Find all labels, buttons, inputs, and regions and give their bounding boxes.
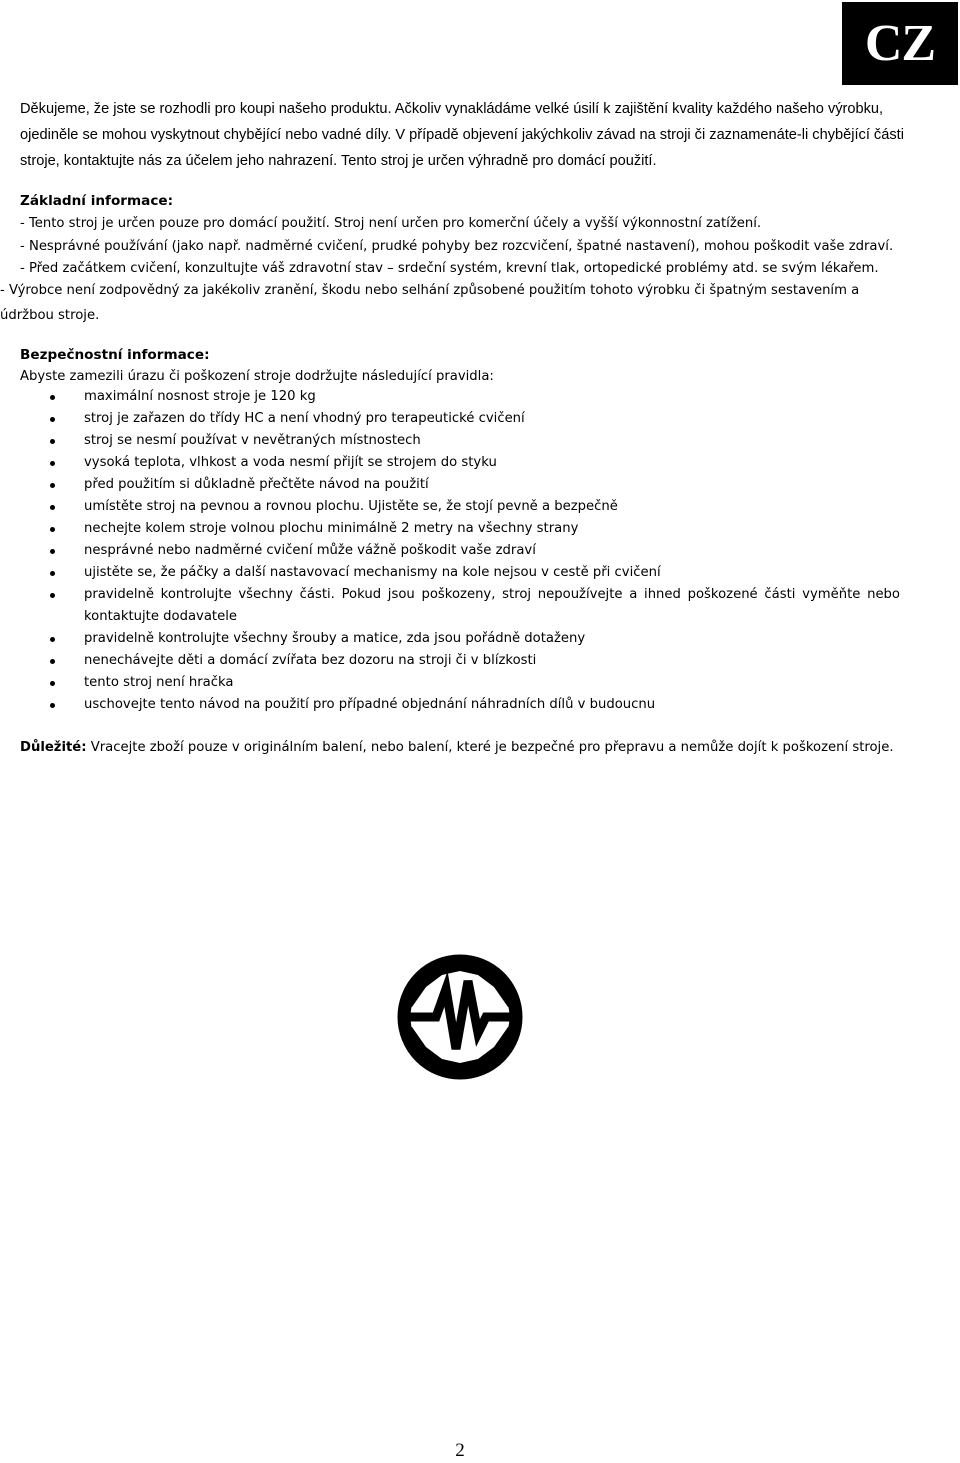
basic-info-heading: Základní informace: (20, 193, 174, 209)
bullet-icon (50, 681, 55, 686)
safety-item: umístěte stroj na pevnou a rovnou plochu. Ujistěte se, že stojí pevně a bezpečně (50, 496, 900, 518)
safety-item: tento stroj není hračka (50, 672, 900, 694)
basic-info-line: - Výrobce není zodpovědný za jakékoliv zranění, škodu nebo selhání způsobené použitím tohoto výrobku či špatným sestavením a údržbou stroje. (0, 283, 860, 323)
basic-info-line: - Nesprávné používání (jako např. nadměrné cvičení, prudké pohyby bez rozcvičení, špatné nastavení), mohou poškodit vaše zdraví. (20, 239, 894, 254)
language-badge: CZ (842, 2, 958, 85)
important-note (20, 738, 894, 758)
safety-item: vysoká teplota, vlhkost a voda nesmí přijít se strojem do styku (50, 452, 900, 474)
bullet-icon (50, 703, 55, 708)
safety-item: před použitím si důkladně přečtěte návod na použití (50, 474, 900, 496)
safety-item: uschovejte tento návod na použití pro případné objednání náhradních dílů v budoucnu (50, 694, 900, 716)
bullet-icon (50, 461, 55, 466)
important-text: Vracejte zboží pouze v originálním balení, nebo balení, které je bezpečné pro přepravu a nemůže dojít k poškození stroje. (90, 740, 894, 755)
bullet-icon (50, 483, 55, 488)
bullet-icon (50, 549, 55, 554)
intro-paragraph: Děkujeme, že jste se rozhodli pro koupi našeho produktu. Ačkoliv vynakládáme velké úsilí k zajištění kvality každého našeho výrobku, ojediněle se mohou vyskytnout chybějící nebo vadné díly. V případě objevení jakýchkoliv závad na stroji či zaznamenáte-li chybějící části stroje, kontaktujte nás za účelem jeho nahrazení. Tento stroj je určen výhradně pro domácí použití. (20, 101, 904, 169)
bullet-icon (50, 527, 55, 532)
page-number: 2 (455, 1440, 465, 1461)
safety-list (50, 386, 900, 716)
safety-item: nenechávejte děti a domácí zvířata bez dozoru na stroji či v blízkosti (50, 650, 900, 672)
safety-item: ujistěte se, že páčky a další nastavovací mechanismy na kole nejsou v cestě při cvičení (50, 562, 900, 584)
basic-info-line: - Tento stroj je určen pouze pro domácí použití. Stroj není určen pro komerční účely a vyšší výkonnostní zatížení. (20, 216, 762, 231)
brand-logo (390, 945, 530, 1085)
safety-item: nesprávné nebo nadměrné cvičení může vážně poškodit vaše zdraví (50, 540, 900, 562)
bullet-icon (50, 395, 55, 400)
safety-item: pravidelně kontrolujte všechny šrouby a matice, zda jsou pořádně dotaženy (50, 628, 900, 650)
safety-item: maximální nosnost stroje je 120 kg (50, 386, 900, 408)
safety-info-intro: Abyste zamezili úrazu či poškození stroje dodržujte následující pravidla: (20, 369, 494, 384)
bullet-icon (50, 417, 55, 422)
safety-item: nechejte kolem stroje volnou plochu minimálně 2 metry na všechny strany (50, 518, 900, 540)
bullet-icon (50, 505, 55, 510)
safety-item: pravidelně kontrolujte všechny části. Pokud jsou poškozeny, stroj nepoužívejte a ihned poškozené části vyměňte nebo kontaktujte dodavatele (50, 584, 900, 628)
basic-info-line: - Před začátkem cvičení, konzultujte váš zdravotní stav – srdeční systém, krevní tlak, ortopedické problémy atd. se svým lékařem. (20, 261, 879, 276)
important-label: Důležité: (20, 740, 87, 755)
bullet-icon (50, 439, 55, 444)
safety-info-heading: Bezpečnostní informace: (20, 347, 210, 363)
bullet-icon (50, 659, 55, 664)
safety-item: stroj je zařazen do třídy HC a není vhodný pro terapeutické cvičení (50, 408, 900, 430)
safety-item: stroj se nesmí používat v nevětraných místnostech (50, 430, 900, 452)
bullet-icon (50, 593, 55, 598)
bullet-icon (50, 637, 55, 642)
bullet-icon (50, 571, 55, 576)
